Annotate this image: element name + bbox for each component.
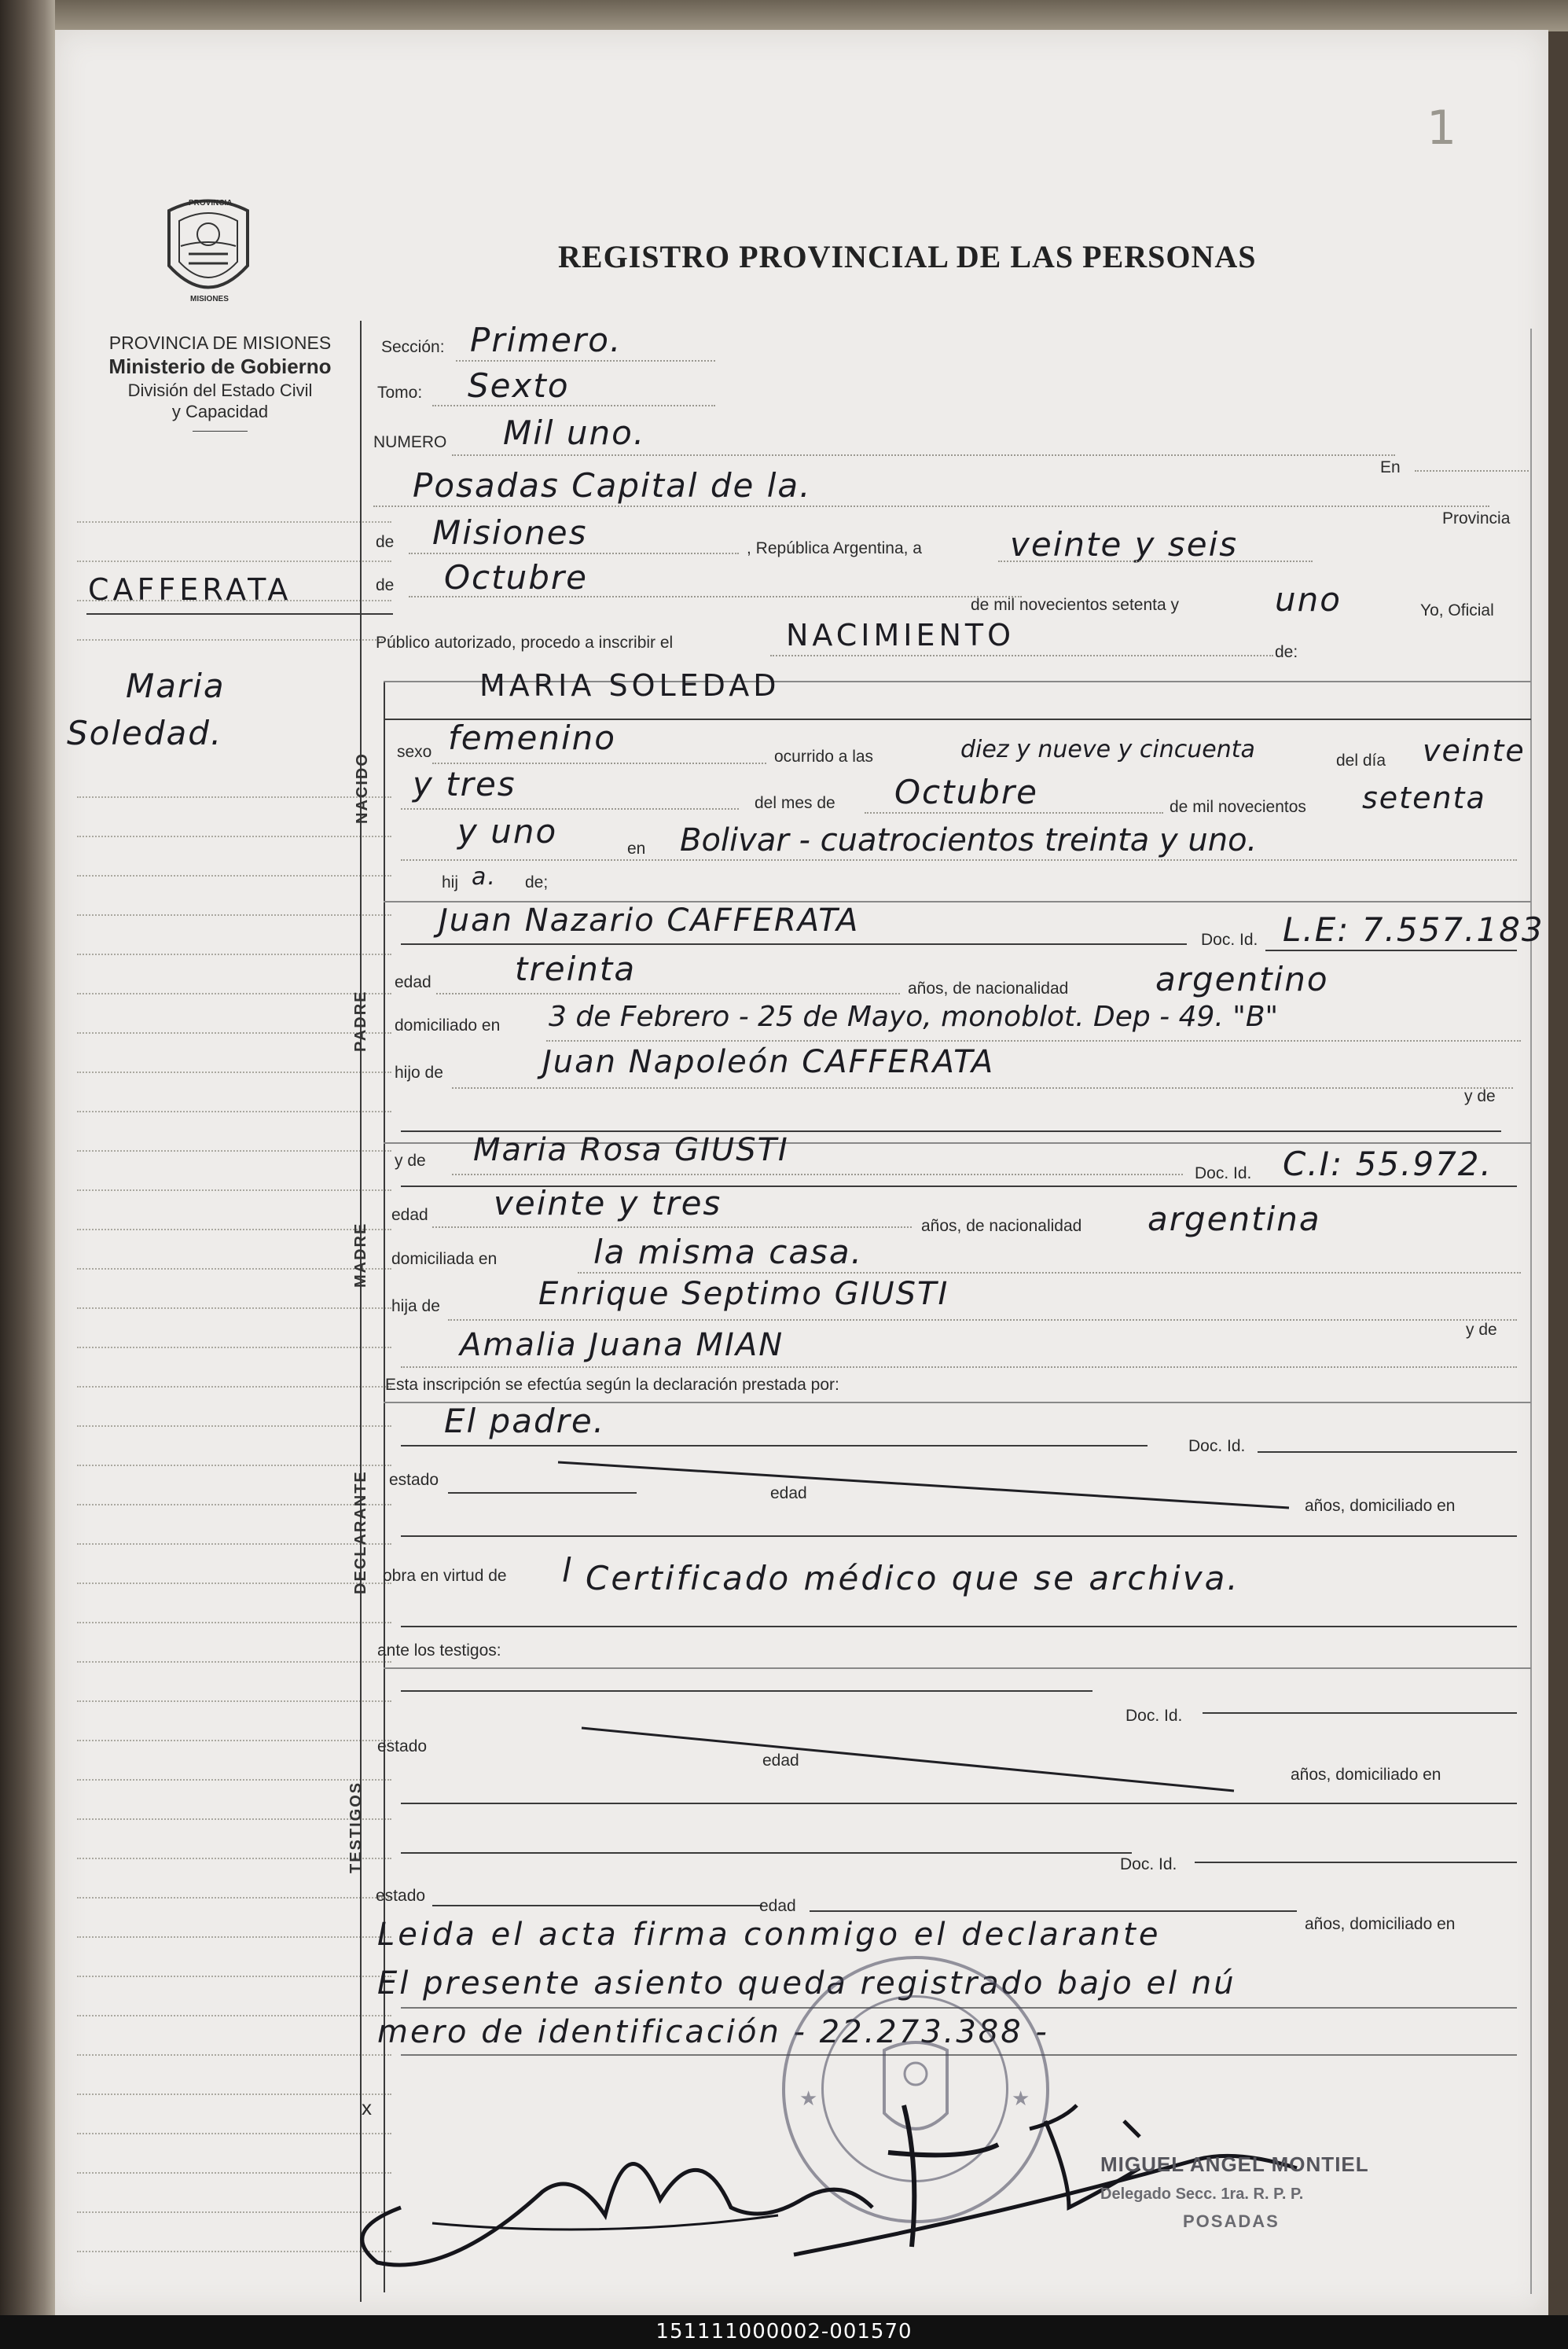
section-label-declarante: DECLARANTE — [352, 1470, 369, 1594]
signature-x-mark: x — [362, 2096, 372, 2119]
madre-y-de-label: y de — [395, 1152, 426, 1170]
closing-line-2: El presente asiento queda registrado bajo el nú — [377, 1965, 1236, 2002]
tomo-label: Tomo: — [377, 384, 423, 402]
padre-hijo-de-label: hijo de — [395, 1064, 443, 1082]
declarante-doc-label: Doc. Id. — [1188, 1437, 1246, 1455]
testigo2-doc-label: Doc. Id. — [1120, 1855, 1177, 1873]
dia-value-2: y tres — [413, 765, 516, 803]
acto-value: NACIMIENTO — [786, 618, 1015, 652]
de-label-2: de — [376, 576, 395, 594]
de-mil-nov-label: de mil novecientos — [1170, 798, 1306, 816]
numero-value: Mil uno. — [503, 414, 646, 452]
hij-label: hij — [442, 873, 459, 891]
declarante-anos-dom-label: años, domiciliado en — [1305, 1497, 1456, 1515]
hora-value: diez y nueve y cincuenta — [960, 736, 1255, 763]
officer-stamp-title: Delegado Secc. 1ra. R. P. P. — [1100, 2185, 1304, 2203]
lugar-value: Posadas Capital de la. — [413, 466, 812, 505]
hij-suffix: a. — [472, 863, 497, 891]
document-id-footer: 151111000002-001570 — [0, 2315, 1568, 2349]
padre-doc-label: Doc. Id. — [1201, 931, 1258, 949]
sexo-label: sexo — [397, 743, 432, 761]
madre-madre-value: Amalia Juana MIAN — [460, 1327, 784, 1363]
madre-nombre-value: Maria Rosa GIUSTI — [473, 1132, 789, 1168]
padre-y-de-label: y de — [1464, 1087, 1496, 1105]
declarante-edad-label: edad — [770, 1484, 807, 1502]
padre-edad-label: edad — [395, 973, 431, 991]
declarante-obra-value: Certificado médico que se archiva. — [586, 1559, 1240, 1597]
margin-given-name-1: Maria — [126, 667, 226, 705]
republica-label: , República Argentina, a — [747, 539, 922, 557]
anio-value-2: y uno — [457, 812, 558, 851]
en-label: En — [1380, 458, 1401, 476]
madre-nac-value: argentina — [1148, 1200, 1321, 1238]
officer-stamp-city: POSADAS — [1183, 2211, 1280, 2231]
fecha-anio-value: uno — [1275, 580, 1342, 619]
svg-text:★: ★ — [799, 2086, 818, 2110]
de-label-1: de — [376, 533, 395, 551]
margin-surname: CAFFERATA — [88, 572, 292, 607]
closing-line-1: Leida el acta firma conmigo el declarante — [377, 1917, 1162, 1953]
de-colon-label: de: — [1275, 643, 1298, 661]
testigo2-estado-label: estado — [376, 1887, 426, 1905]
padre-nac-label: años, de nacionalidad — [908, 980, 1069, 998]
section-label-testigos: TESTIGOS — [347, 1781, 365, 1873]
del-dia-label: del día — [1336, 752, 1386, 770]
de-semi-label: de; — [525, 873, 549, 891]
madre-nac-label: años, de nacionalidad — [921, 1217, 1082, 1235]
padre-domicilio-value: 3 de Febrero - 25 de Mayo, monoblot. Dep - 49. "B" — [549, 1001, 1279, 1033]
margin-given-name-2: Soledad. — [67, 714, 223, 752]
anio-value-1: setenta — [1362, 781, 1486, 815]
section-label-madre: MADRE — [352, 1222, 369, 1288]
testigo1-estado-label: estado — [377, 1737, 428, 1755]
officer-stamp-name: MIGUEL ANGEL MONTIEL — [1100, 2152, 1369, 2176]
padre-domicilio-label: domiciliado en — [395, 1016, 501, 1035]
padre-padre-value: Juan Napoleón CAFFERATA — [542, 1044, 995, 1080]
testigo2-edad-label: edad — [759, 1897, 796, 1915]
madre-hija-de-label: hija de — [391, 1297, 440, 1315]
madre-edad-value: veinte y tres — [494, 1184, 722, 1222]
del-mes-label: del mes de — [755, 794, 835, 812]
fecha-dia-value: veinte y seis — [1010, 525, 1239, 564]
seccion-label: Sección: — [381, 338, 445, 356]
fecha-mes-value: Octubre — [444, 558, 589, 597]
ante-testigos-label: ante los testigos: — [377, 1641, 501, 1660]
declarante-value: El padre. — [444, 1402, 606, 1440]
ocurrido-label: ocurrido a las — [774, 748, 874, 766]
madre-domicilio-label: domiciliada en — [391, 1250, 498, 1268]
section-label-padre: PADRE — [352, 990, 369, 1052]
provincia-label: Provincia — [1442, 509, 1511, 528]
authority-ministry: Ministerio de Gobierno — [108, 355, 332, 378]
sexo-value: femenino — [448, 719, 616, 757]
authority-division-2: y Capacidad — [171, 402, 269, 421]
madre-doc-label: Doc. Id. — [1195, 1164, 1252, 1182]
certificate-page — [55, 30, 1548, 2315]
declarante-obra-prefix: l — [562, 1551, 573, 1590]
provincia-value: Misiones — [432, 513, 588, 552]
esta-inscripcion-label: Esta inscripción se efectúa según la declaración prestada por: — [385, 1376, 839, 1394]
declarante-estado-label: estado — [389, 1471, 439, 1489]
crest-top-text: PROVINCIA — [189, 199, 233, 208]
declarante-obra-label: obra en virtud de — [383, 1567, 507, 1585]
crest-bottom-text: MISIONES — [190, 295, 229, 303]
padre-nombre-value: Juan Nazario CAFFERATA — [439, 902, 860, 939]
yo-oficial-label: Yo, Oficial — [1420, 601, 1494, 619]
mes-value: Octubre — [894, 773, 1039, 811]
publico-label: Público autorizado, procedo a inscribir el — [376, 634, 674, 652]
book-binding — [0, 0, 55, 2315]
madre-y-de-label-2: y de — [1466, 1321, 1497, 1339]
nombre-value: MARIA SOLEDAD — [479, 668, 780, 703]
padre-doc-value: L.E: 7.557.183 — [1283, 910, 1544, 949]
testigo2-anos-dom-label: años, domiciliado en — [1305, 1915, 1456, 1933]
madre-edad-label: edad — [391, 1206, 428, 1224]
padre-nac-value: argentino — [1155, 960, 1329, 998]
numero-label: NUMERO — [373, 433, 447, 451]
dia-value-1: veinte — [1423, 733, 1526, 768]
testigo1-anos-dom-label: años, domiciliado en — [1291, 1766, 1441, 1784]
testigo1-doc-label: Doc. Id. — [1126, 1707, 1183, 1725]
de-mil-setenta-label: de mil novecientos setenta y — [971, 596, 1179, 614]
section-label-nacido: NACIDO — [354, 752, 371, 824]
en-small-label: en — [627, 840, 646, 858]
authority-province: PROVINCIA DE MISIONES — [108, 333, 332, 353]
page-title: REGISTRO PROVINCIAL DE LAS PERSONAS — [558, 239, 1257, 274]
testigo1-edad-label: edad — [762, 1752, 799, 1770]
lugar-nac-value: Bolivar - cuatrocientos treinta y uno. — [680, 822, 1258, 858]
page-number: 1 — [1427, 101, 1457, 156]
background-top-edge — [0, 0, 1568, 31]
madre-domicilio-value: la misma casa. — [593, 1233, 864, 1271]
seccion-value: Primero. — [470, 321, 622, 359]
authority-division: División del Estado Civil — [127, 380, 313, 400]
madre-padre-value: Enrique Septimo GIUSTI — [538, 1276, 949, 1312]
padre-edad-value: treinta — [515, 950, 637, 988]
svg-text:★: ★ — [1012, 2086, 1030, 2110]
tomo-value: Sexto — [468, 366, 570, 405]
madre-doc-value: C.I: 55.972. — [1283, 1145, 1493, 1183]
closing-line-3: mero de identificación - 22.273.388 - — [377, 2014, 1049, 2050]
